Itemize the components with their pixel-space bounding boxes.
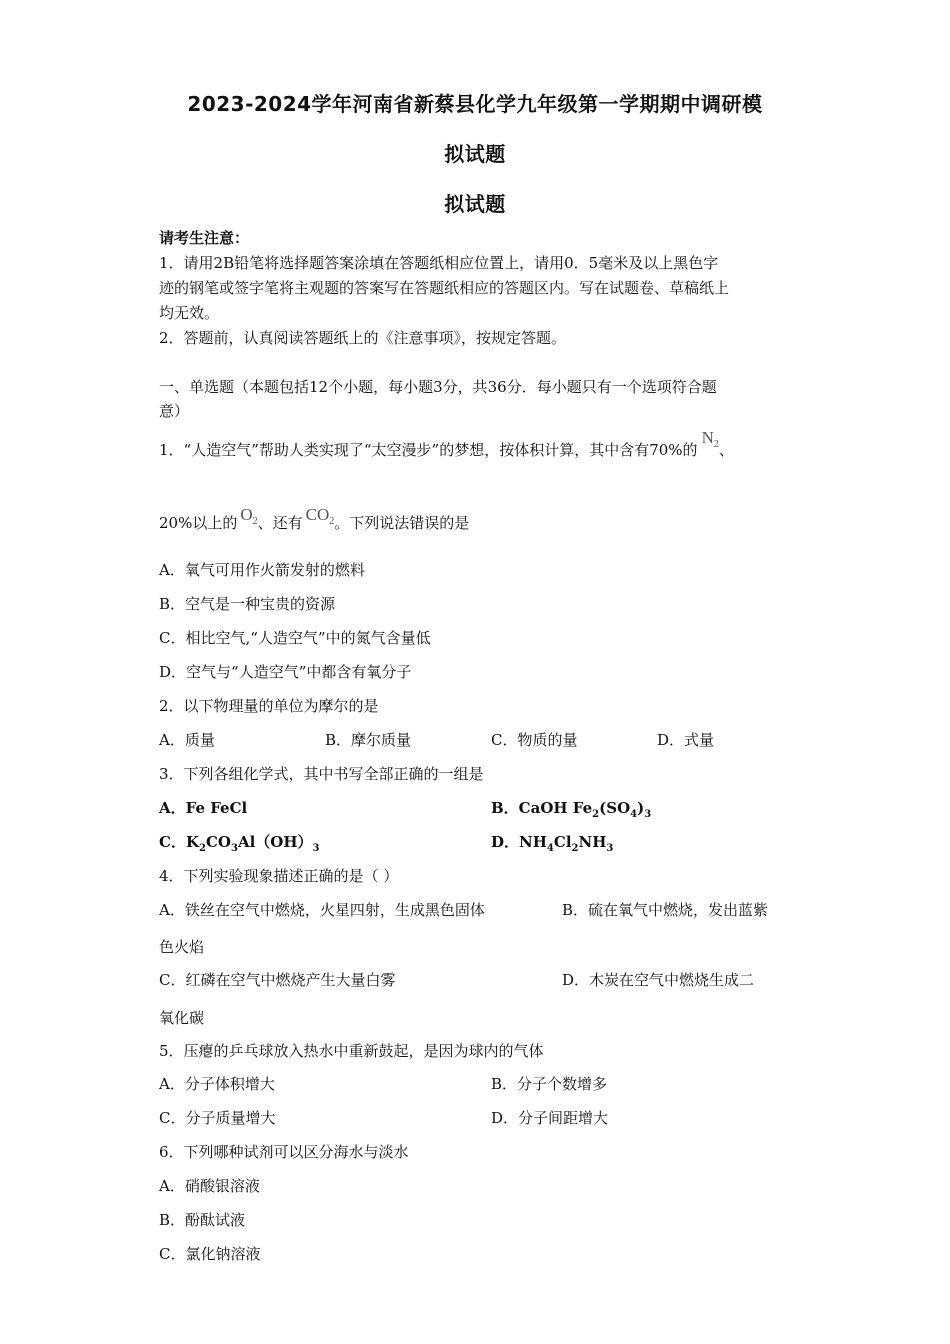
exam-title-line-3: 拟试题: [444, 192, 506, 216]
question-1-stem-text-a: 1．“人造空气”帮助人类实现了“太空漫步”的梦想，按体积计算，其中含有70%的: [159, 441, 698, 459]
question-3-option-d: D．$NH_4Cl_2NH_3$: [491, 833, 614, 854]
question-5-option-c: C．分子质量增大: [159, 1109, 276, 1127]
question-1-stem-text-c: 。下列说法错误的是: [334, 514, 470, 532]
formula-co2: $CO_2$: [305, 505, 335, 527]
question-1-comma: 、: [718, 441, 734, 459]
exam-title-line-2: 拟试题: [444, 142, 506, 166]
formula-n2: $N_2$: [701, 428, 719, 450]
question-3-option-b: B．CaOH $Fe_2(SO_4)_3$: [491, 799, 652, 820]
question-2-option-a: A．质量: [159, 731, 215, 749]
question-6-option-a: A．硝酸银溶液: [159, 1177, 260, 1195]
question-3-option-a: A．Fe FeCl: [159, 799, 248, 817]
question-5-option-a: A．分子体积增大: [159, 1075, 275, 1093]
notice-item-2: 2．答题前，认真阅读答题纸上的《注意事项》，按规定答题。: [159, 329, 567, 347]
question-1-stem-line-2: [159, 505, 469, 532]
section-heading-line-2: 意）: [159, 402, 190, 420]
question-5-option-b: B．分子个数增多: [491, 1075, 608, 1093]
question-2-stem: 2．以下物理量的单位为摩尔的是: [159, 697, 379, 715]
question-4-option-b-line-2: 色火焰: [159, 938, 205, 956]
exam-title-line-1: 2023-2024学年河南省新蔡县化学九年级第一学期期中调研模: [187, 92, 763, 116]
notice-item-1-line-3: 均无效。: [159, 304, 220, 322]
question-5-option-d: D．分子间距增大: [491, 1109, 609, 1127]
question-6-option-c: C．氯化钠溶液: [159, 1245, 261, 1263]
notice-item-1-line-2: 迹的钢笔或签字笔将主观题的答案写在答题纸相应的答题区内。写在试题卷、草稿纸上: [159, 279, 730, 297]
question-2-option-b: B．摩尔质量: [325, 731, 412, 749]
question-1-mid-text: 、还有: [257, 514, 303, 532]
question-4-option-d-line-2: 氧化碳: [159, 1009, 205, 1027]
formula-o2: $O_2$: [240, 505, 258, 527]
question-1-stem-text-b: 20%以上的: [159, 514, 238, 532]
notice-heading: 请考生注意：: [159, 229, 250, 247]
question-3-option-c: C．$K_2CO_3Al(OH)_3$: [159, 833, 320, 854]
question-4-option-a: A．铁丝在空气中燃烧，火星四射，生成黑色固体: [159, 901, 485, 919]
question-6-option-b: B．酚酞试液: [159, 1211, 246, 1229]
question-4-option-c: C．红磷在空气中燃烧产生大量白雾: [159, 971, 396, 989]
question-5-stem: 5．压瘪的乒乓球放入热水中重新鼓起，是因为球内的气体: [159, 1042, 544, 1060]
question-1-option-c: C．相比空气,“人造空气”中的氮气含量低: [159, 629, 431, 647]
question-2-option-d: D．式量: [657, 731, 715, 749]
section-heading-line-1: 一、单选题（本题包括12个小题，每小题3分，共36分．每小题只有一个选项符合题: [159, 378, 717, 396]
question-1-option-a: A．氧气可用作火箭发射的燃料: [159, 561, 365, 579]
question-2-option-c: C．物质的量: [491, 731, 578, 749]
question-1-option-b: B．空气是一种宝贵的资源: [159, 595, 336, 613]
question-3-stem: 3．下列各组化学式，其中书写全部正确的一组是: [159, 765, 484, 783]
question-1-stem-line-1: [159, 430, 734, 457]
question-6-stem: 6．下列哪种试剂可以区分海水与淡水: [159, 1143, 409, 1161]
question-4-option-d-line-1: D．木炭在空气中燃烧生成二: [562, 971, 755, 989]
question-4-stem: 4．下列实验现象描述正确的是（ ）: [159, 867, 399, 885]
notice-item-1-line-1: 1．请用2B铅笔将选择题答案涂填在答题纸相应位置上，请用0．5毫米及以上黑色字: [159, 254, 719, 272]
question-4-option-b-line-1: B．硫在氧气中燃烧，发出蓝紫: [562, 901, 769, 919]
question-1-option-d: D．空气与“人造空气”中都含有氧分子: [159, 663, 412, 681]
